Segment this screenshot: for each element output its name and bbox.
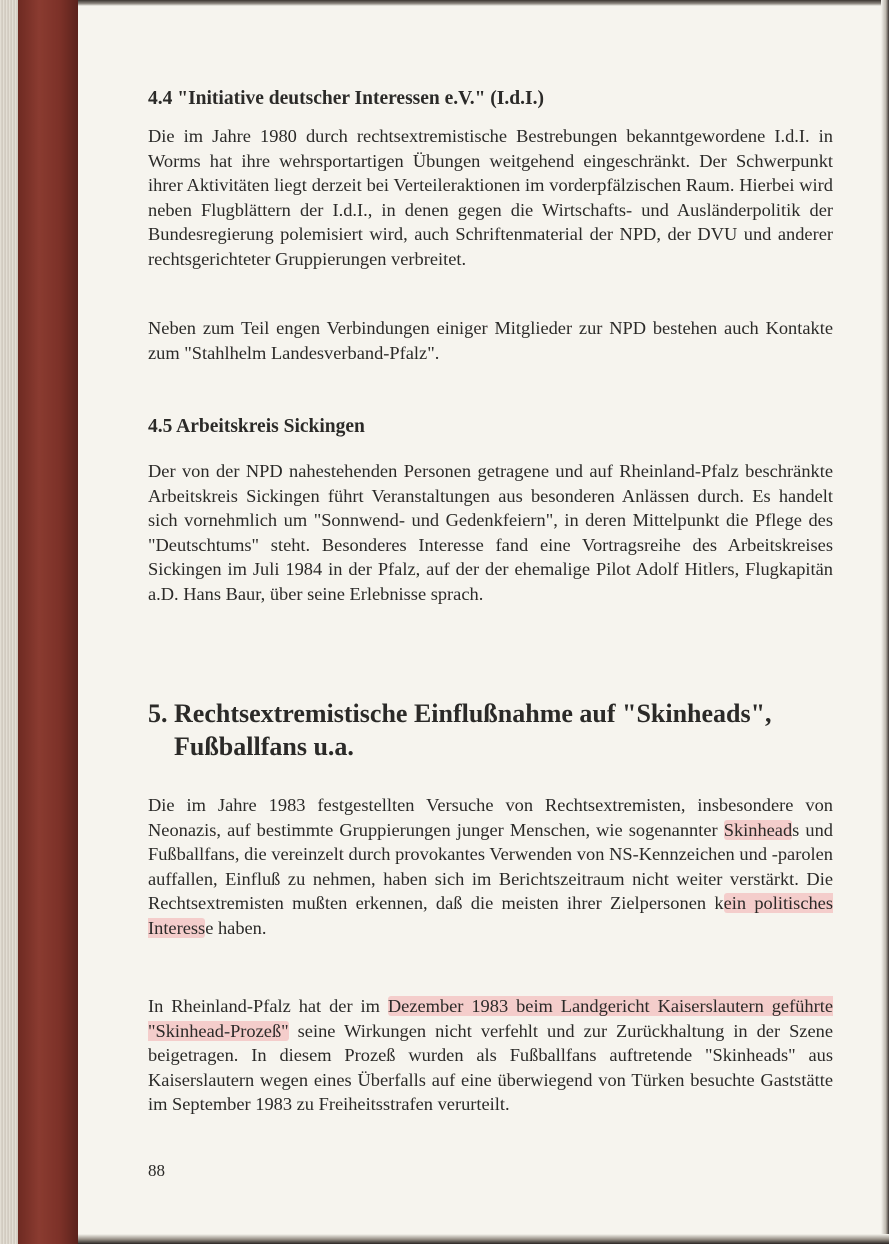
text-run: In Rheinland-Pfalz hat der im [148, 996, 388, 1016]
bottom-shadow [78, 1234, 889, 1244]
paragraph-4-5-1: Der von der NPD nahestehenden Personen getragene und auf Rheinland-Pfalz beschränkte Arbeitskreis Sickingen führt Veranstaltungen aus besonderen Anlässen durch. Es handelt sich vornehmlich um "Sonnwend- und Gedenkfeiern", in deren Mittelpunkt die Pflege des "Deutschtums" steht. Besonderes Interesse fand eine Vortragsreihe des Arbeitskreises Sickingen im Juli 1984 in der Pfalz, auf der der ehemalige Pilot Adolf Hitlers, Flugkapitän a.D. Hans Baur, über seine Erlebnisse sprach. [148, 461, 833, 604]
heading-5: 5. Rechtsextremistische Einflußnahme auf "Skinheads", Fußballfans u.a. [148, 699, 772, 761]
text-run: e haben. [205, 917, 267, 938]
highlight-mark: Skinhead [723, 819, 793, 840]
top-shadow [78, 0, 889, 6]
paragraph-4-4-2: Neben zum Teil engen Verbindungen einiger Mitglieder zur NPD bestehen auch Kontakte zum "Stahlhelm Landesverband-Pfalz". [148, 318, 833, 363]
highlight-mark: Dezember 1983 beim Landgericht Kaiserslautern geführte "Skinhead-Prozeß" [148, 996, 833, 1041]
text-run: seine Wirkungen nicht verfehlt und zur Zurückhaltung in der Szene beigetragen. In diesem Prozeß wurden als Fußballfans auftretende "Skinheads" aus Kaiserslautern wegen eines Überfalls auf eine überwiegend von Türken besuchte Gaststätte im September 1983 zu Freiheitsstrafen verurteilt. [148, 1020, 833, 1115]
paragraph-5-1 [148, 793, 833, 941]
page-number: 88 [148, 1161, 165, 1180]
text-run: Die im Jahre 1983 festgestellten Versuche von Rechtsextremisten, insbesondere von Neonazis, auf bestimmte Gruppierungen junger Menschen, wie sogenannter [148, 795, 833, 840]
page-stack-edge [0, 0, 18, 1244]
heading-4-5: 4.5 Arbeitskreis Sickingen [148, 416, 365, 437]
paragraph-5-2 [148, 994, 833, 1117]
heading-4-4: 4.4 "Initiative deutscher Interessen e.V." (I.d.I.) [148, 88, 544, 109]
text-run: s und Fußballfans, die vereinzelt durch provokantes Verwenden von NS-Kennzeichen und -parolen auffallen, Einfluß zu nehmen, haben sich im Berichtszeitraum nicht weiter verstärkt. Die Rechtsextremisten mußten erkennen, daß die meisten ihrer Zielpersonen k [148, 819, 834, 914]
book-binding [18, 0, 78, 1244]
paragraph-4-4-1: Die im Jahre 1980 durch rechtsextremistische Bestrebungen bekanntgewordene I.d.I. in Worms hat ihre wehrsportartigen Übungen weitgehend eingeschränkt. Der Schwerpunkt ihrer Aktivitäten liegt derzeit bei Verteileraktionen im vorderpfälzischen Raum. Hierbei wird neben Flugblättern der I.d.I., in denen gegen die Wirtschafts- und Ausländerpolitik der Bundesregierung polemisiert wird, auch Schriftenmaterial der NPD, der DVU und anderer rechtsgerichteter Gruppierungen verbreitet. [148, 126, 833, 269]
right-shadow [881, 0, 889, 1244]
highlight-mark: ein politisches Interess [148, 893, 833, 938]
